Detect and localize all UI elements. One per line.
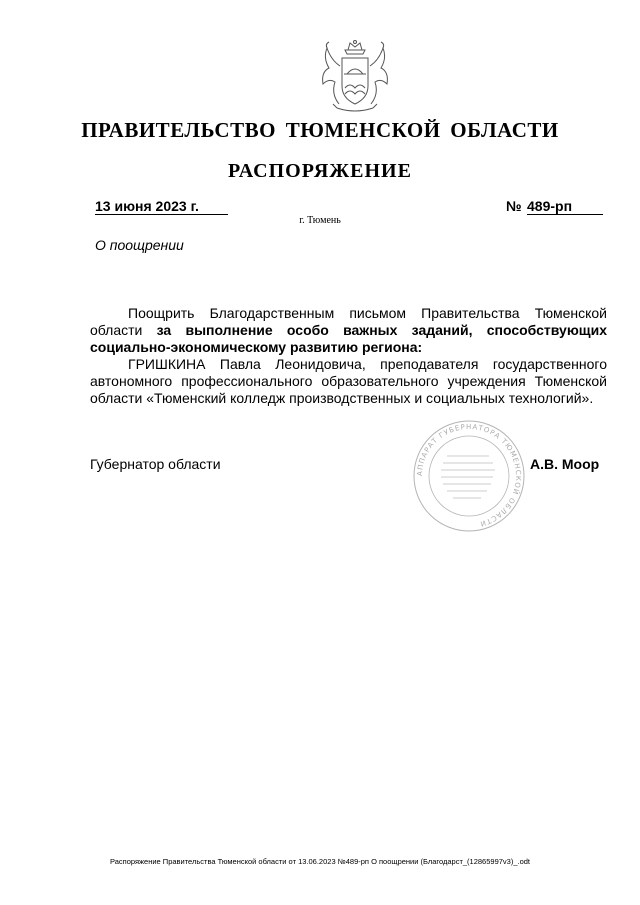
footer-file-reference: Распоряжение Правительства Тюменской области от 13.06.2023 №489-рп О поощрении (Благодарст_(12865997v3)_.odt [109,857,531,866]
paragraph-1-bold: за выполнение особо важных заданий, способствующих социально-экономическому развитию региона: [90,322,607,355]
coat-of-arms-icon [315,38,395,116]
signatory-name: А.В. Моор [530,456,600,472]
city: г. Тюмень [299,215,341,226]
paragraph-1-start: Поощрить Благодарственным письмом Правительства Тюменской области [90,305,607,338]
paragraph-2: ГРИШКИНА Павла Леонидовича, преподавателя государственного автономного профессионального образовательного учреждения Тюменской области «Тюменский колледж производственных и социальных технологий». [90,356,607,406]
document-type: РАСПОРЯЖЕНИЕ [228,160,412,182]
number-sign: № [506,198,522,214]
svg-text:АППАРАТ ГУБЕРНАТОРА ТЮМЕНСКОЙ: АППАРАТ ГУБЕРНАТОРА ТЮМЕНСКОЙ ОБЛАСТИ [415,422,523,528]
document-number: 489-рп [527,199,603,215]
paragraph-1 [90,305,607,356]
organization-name: ПРАВИТЕЛЬСТВО ТЮМЕНСКОЙ ОБЛАСТИ [81,118,559,142]
document-subject: О поощрении [95,237,184,253]
signatory-title: Губернатор области [90,456,221,472]
document-date: 13 июня 2023 г. [95,199,228,215]
official-stamp-icon [413,406,525,546]
